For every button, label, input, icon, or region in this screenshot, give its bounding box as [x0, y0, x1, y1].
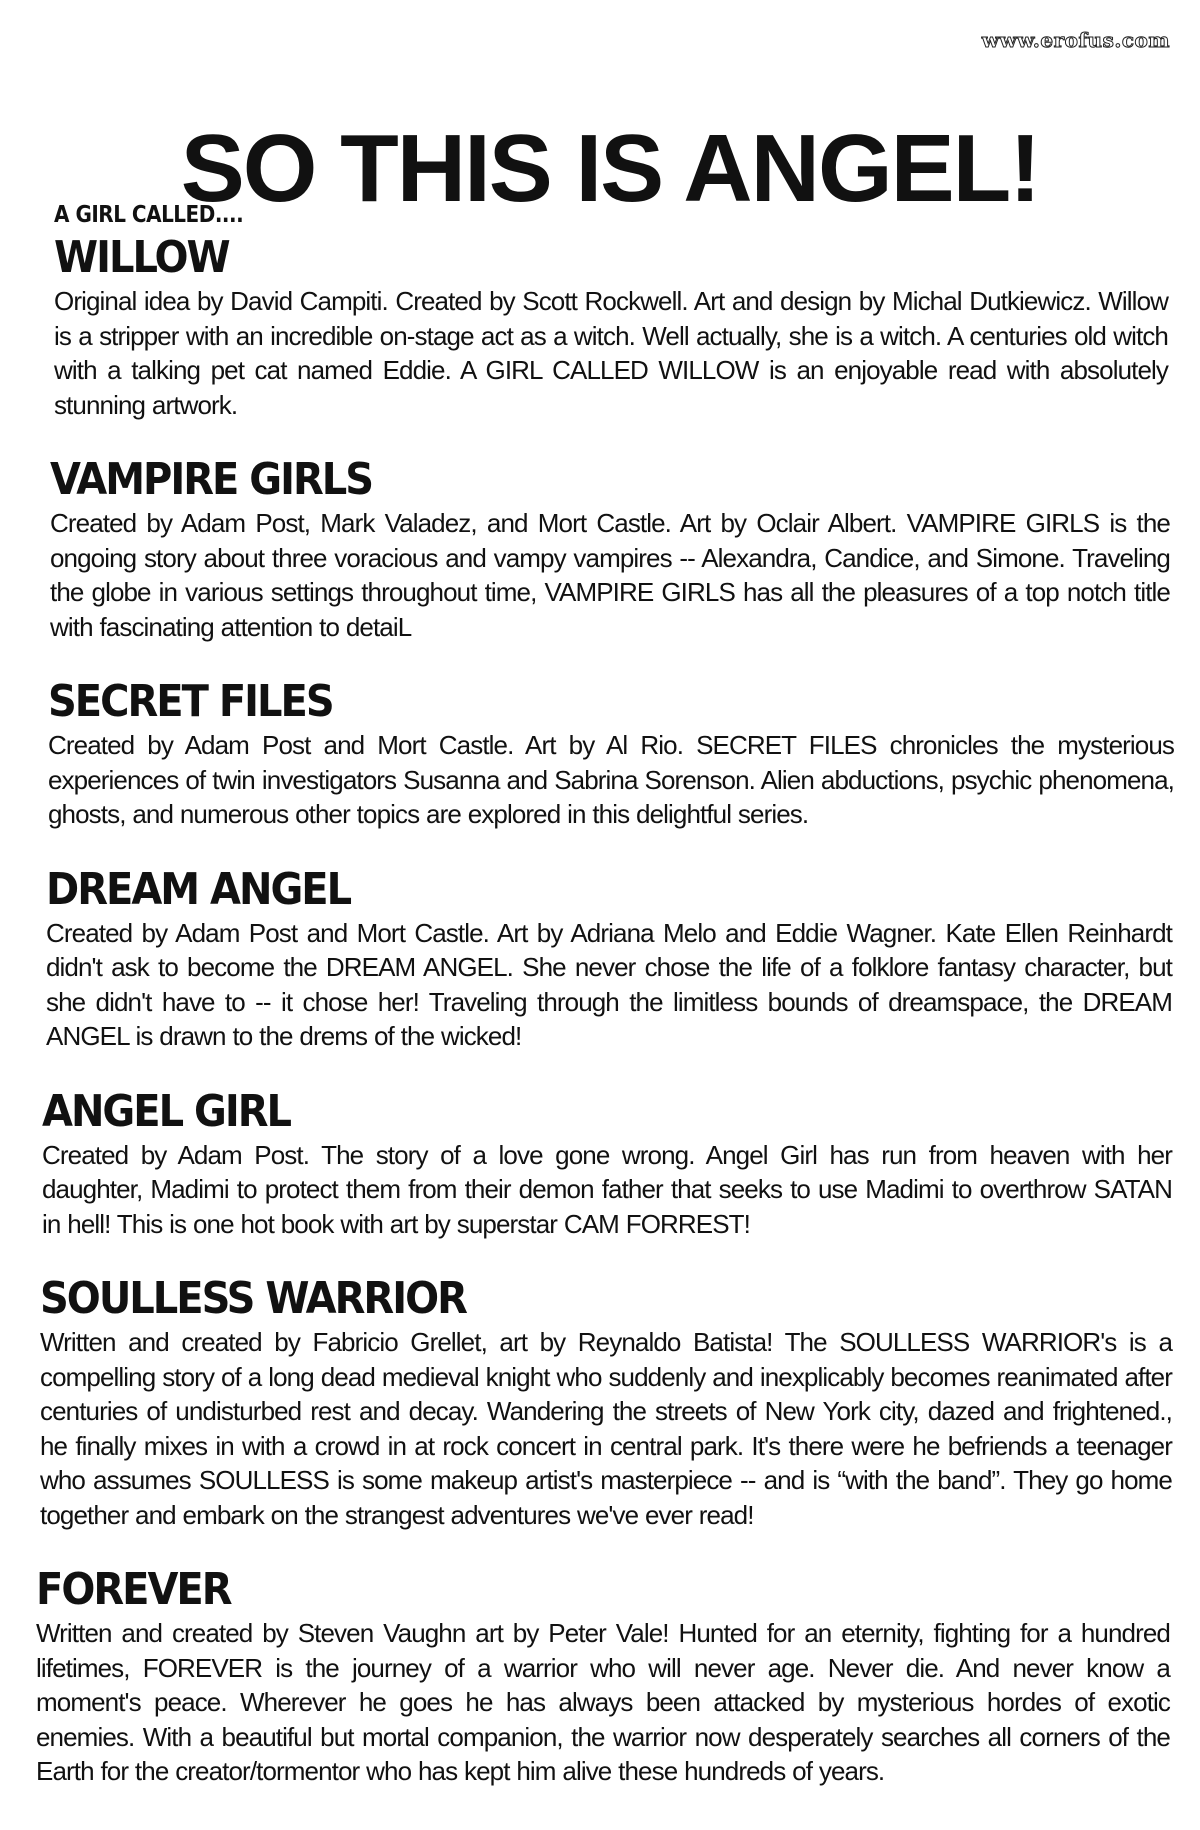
- section-secret-files: [48, 678, 1174, 832]
- section-heading: WILLOW: [54, 232, 229, 283]
- section-heading: FOREVER: [36, 1564, 231, 1615]
- section-heading: ANGEL GIRL: [42, 1086, 291, 1137]
- section-text: Created by Adam Post, Mark Valadez, and Mort Castle. Art by Oclair Albert. VAMPIRE GIRLS is the ongoing story about three voracious and vampy vampires -- Alexandra, Candice, and Simone. Traveling the globe in various settings throughout time, VAMPIRE GIRLS has all the pleasures of a top notch title with fascinating attention to detaiL: [50, 508, 1170, 642]
- section-text: Created by Adam Post and Mort Castle. Art by Adriana Melo and Eddie Wagner. Kate Ellen Reinhardt didn't ask to become the DREAM ANGEL. She never chose the life of a folklore fantasy character, but she didn't have to -- it chose her! Traveling through the limitless bounds of dreamspace, the DREAM ANGEL is drawn to the drems of the wicked!: [46, 917, 1172, 1051]
- section-text: Written and created by Fabricio Grellet, art by Reynaldo Batista! The SOULLESS WARRIOR's is a compelling story of a long dead medieval knight who suddenly and inexplicably becomes reanimated after centuries of undisturbed rest and decay. Wandering the streets of New York city, dazed and frightened., he finally mixes in with a crowd in at rock concert in central park. It's there were he befriends a teenager who assumes SOULLESS is some makeup artist's masterpiece -- and is “with the band”. They go home together and embark on the strangest adventures we've ever read!: [40, 1327, 1172, 1530]
- section-heading: SECRET FILES: [48, 676, 333, 727]
- article-body: [36, 200, 1180, 1823]
- section-text: Created by Adam Post. The story of a love gone wrong. Angel Girl has run from heaven with her daughter, Madimi to protect them from their demon father that seeks to use Madimi to overthrow SATAN in hell! This is one hot book with art by superstar CAM FORREST!: [42, 1139, 1172, 1239]
- section-text: Original idea by David Campiti. Created by Scott Rockwell. Art and design by Michal Dutkiewicz. Willow is a stripper with an incredible on-stage act as a witch. Well actually, she is a witch. A centuries old witch with a talking pet cat named Eddie. A GIRL CALLED WILLOW is an enjoyable read with absolutely stunning artwork.: [54, 286, 1168, 420]
- section-soulless-warrior: [40, 1275, 1172, 1532]
- section-kicker: A GIRL CALLED....: [54, 200, 244, 228]
- section-dream-angel: [46, 866, 1172, 1054]
- section-heading: VAMPIRE GIRLS: [50, 454, 373, 505]
- page-title: SO THIS IS ANGEL!: [180, 115, 1040, 223]
- section-text: Created by Adam Post and Mort Castle. Art by Al Rio. SECRET FILES chronicles the mysterious experiences of twin investigators Susanna and Sabrina Sorenson. Alien abductions, psychic phenomena, ghosts, and numerous other topics are explored in this delightful series.: [48, 730, 1174, 829]
- section-willow: [54, 234, 1168, 422]
- section-angel-girl: [42, 1088, 1172, 1242]
- section-heading: DREAM ANGEL: [46, 864, 351, 915]
- section-heading: SOULLESS WARRIOR: [40, 1273, 466, 1324]
- section-text: Written and created by Steven Vaughn art by Peter Vale! Hunted for an eternity, fighting for a hundred lifetimes, FOREVER is the journey of a warrior who will never age. Never die. And never know a moment's peace. Wherever he goes he has always been attacked by mysterious hordes of exotic enemies. With a beautiful but mortal companion, the warrior now desperately searches all corners of the Earth for the creator/tormentor who has kept him alive these hundreds of years.: [36, 1618, 1170, 1786]
- section-vampire-girls: [50, 456, 1170, 644]
- section-forever: [36, 1566, 1170, 1789]
- watermark: www.erofus.com: [981, 28, 1170, 52]
